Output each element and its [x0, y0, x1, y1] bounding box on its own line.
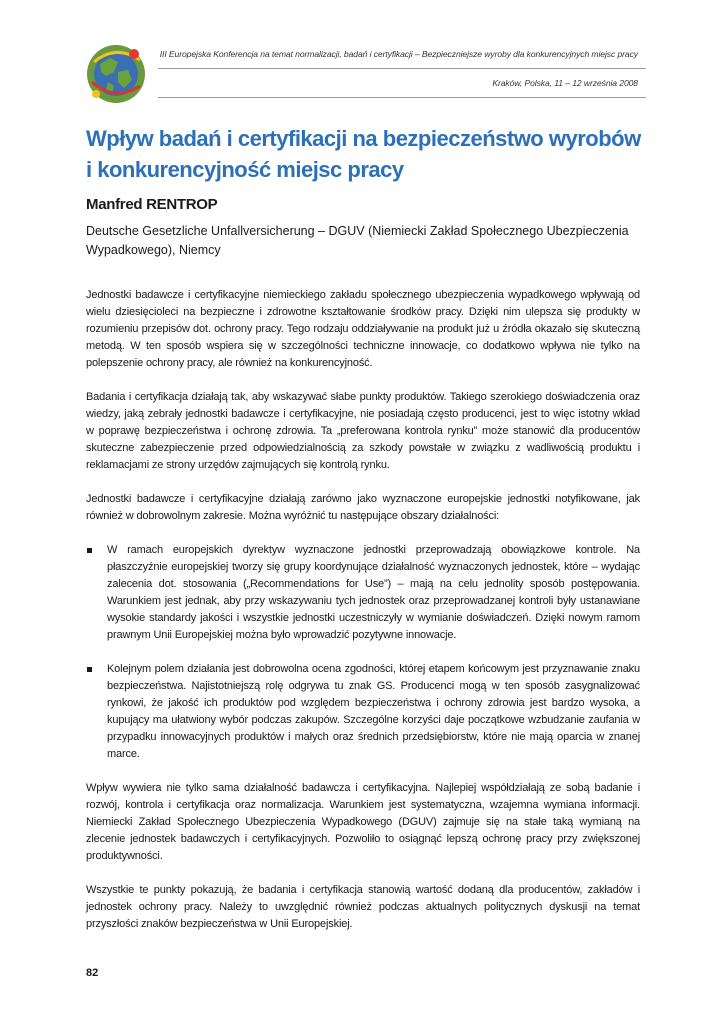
paragraph: Jednostki badawcze i certyfikacyjne niemieckiego zakładu społecznego ubezpieczenia wypadkowego wpływają od wielu dziesięcioleci na bezpieczne i zdrowotne kształtowanie środków pracy. Dzięki nim ulepsza się produkty w rozumieniu przepisów dot. ochrony pracy. Tego rodzaju oddziaływanie na produkt już u źródła okazało się skuteczną metodą. W ten sposób wspiera się w szczególności techniczne innowacje, co dodatkowo wpływa nie tylko na polepszenie ochrony pracy, ale również na konkurencyjność.: [86, 289, 640, 369]
list-item-text: W ramach europejskich dyrektyw wyznaczone jednostki przeprowadzają obowiązkowe kontrole. Na płaszczyźnie europejskiej tworzy się grupy koordynujące działalność wyznaczonych jednostek, które – wydając zalecenia dot. stosowania („Recommendations for Use”) – mają na celu jednolity sposób postępowania. Warunkiem jest jednak, aby przy wskazywaniu tych jednostek oraz przeprowadzanej kontroli były ustanawiane wysokie standardy jakości i wszystkie jednostki uczestniczyły w wymianie doświadczeń. Dzięki nowym ramom prawnym Unii Europejskiej można było wprowadzić pozytywne innowacje.: [107, 544, 640, 641]
list-item: [86, 661, 640, 763]
article-title: [86, 123, 646, 185]
paragraph: Wszystkie te punkty pokazują, że badania i certyfikacja stanowią wartość dodaną dla producentów, zakładów i jednostek ochrony pracy. Należy to uwzględnić również podczas aktualnych politycznych dyskusji na temat przyszłości znaków bezpieczeństwa w Unii Europejskiej.: [86, 884, 640, 930]
paragraph: Jednostki badawcze i certyfikacyjne działają zarówno jako wyznaczone europejskie jednostki notyfikowane, jak również w dobrowolnym zakresie. Można wyróżnić tu następujące obszary działalności:: [86, 493, 640, 522]
globe-logo-icon: [84, 42, 148, 106]
author-affiliation: Deutsche Gesetzliche Unfallversicherung – DGUV (Niemiecki Zakład Społecznego Ubezpieczenia Wypadkowego), Niemcy: [86, 224, 629, 257]
bullet-square-icon: [87, 667, 92, 672]
page-number: 82: [86, 967, 99, 979]
paragraph: Wpływ wywiera nie tylko sama działalność badawcza i certyfikacyjna. Najlepiej współdziałają ze sobą badanie i rozwój, kontrola i certyfikacja oraz normalizacja. Warunkiem jest systematyczna, wzajemna wymiana informacji. Niemiecki Zakład Społecznego Ubezpieczenia Wypadkowego (DGUV) zajmuje się na stałe taką wymianą na zlecenie jednostek badawczych i certyfikacyjnych. Pozwoliło to osiągnąć lepszą ochronę pracy przy zwiększonej produktywności.: [86, 782, 640, 862]
header-divider-lower: [158, 97, 646, 98]
article-body: [86, 287, 640, 950]
paragraph: Badania i certyfikacja działają tak, aby wskazywać słabe punkty produktów. Takiego szerokiego doświadczenia oraz wiedzy, jaką zebrały jednostki badawcze i certyfikacyjne, nie posiadają często producenci, jest to więc istotny wkład w poprawę bezpieczeństwa i ochronę zdrowia. Ta „preferowana kontrola rynku” może stanowić dla producentów skuteczne zabezpieczenie przed odpowiedzialnością za szkody powstałe w związku z wadliwością produktu i reklamacjami ze strony urzędów zajmujących się kontrolą rynku.: [86, 391, 640, 471]
conference-header: III Europejska Konferencja na temat normalizacji, badań i certyfikacji – Bezpieczniejsze wyroby dla konkurencyjnych miejsc pracy: [159, 49, 638, 59]
bullet-square-icon: [87, 548, 92, 553]
article-title-line1: Wpływ badań i certyfikacji na bezpieczeństwo wyrobów: [86, 126, 641, 151]
location-date: Kraków, Polska, 11 – 12 września 2008: [492, 78, 638, 88]
list-item: [86, 542, 640, 644]
list-item-text: Kolejnym polem działania jest dobrowolna ocena zgodności, której etapem końcowym jest przyznawanie znaku bezpieczeństwa. Najistotniejszą rolę odgrywa tu znak GS. Producenci mogą w ten sposób zasygnalizować rynkowi, że jakość ich produktów pod względem bezpieczeństwa i ochrony zdrowia jest bardzo wysoka, a kupujący ma ułatwiony wybór podczas zakupów. Szczególne korzyści daje początkowe wzbudzanie zaufania w przypadku innowacyjnych produktów i małych oraz średnich przedsiębiorstw, które nie mają oparcia w znanej marce.: [107, 663, 640, 760]
header-divider: [158, 68, 646, 69]
activity-list: [86, 542, 640, 763]
article-title-line2: i konkurencyjność miejsc pracy: [86, 157, 404, 182]
author-name: Manfred RENTROP: [86, 196, 218, 213]
